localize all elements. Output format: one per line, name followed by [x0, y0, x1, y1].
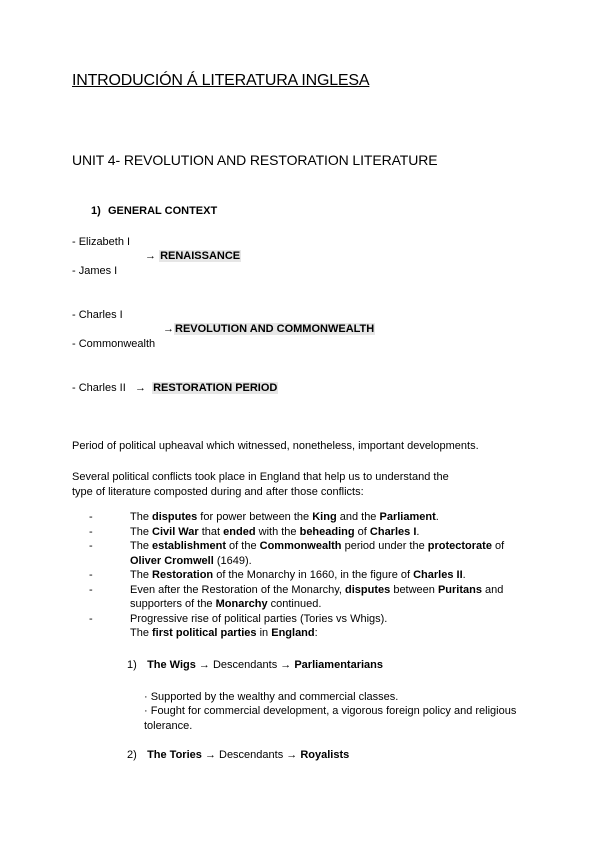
- party-name: The Wigs: [147, 659, 196, 671]
- list-item: - Even after the Restoration of the Monarchy, disputes between Puritans and supporters of the Monarchy continued.: [89, 583, 504, 610]
- list-item: - The Civil War that ended with the beheading of Charles I.: [89, 525, 420, 538]
- wigs-point: · Supported by the wealthy and commercial classes.: [144, 691, 399, 703]
- dash-marker: -: [89, 583, 93, 596]
- context-charles1: - Charles I: [72, 309, 123, 321]
- party-tories: 2) The Tories → Descendants → Royalists: [127, 749, 350, 761]
- arrow-icon: →: [145, 250, 156, 262]
- document-title: INTRODUCIÓN Á LITERATURA INGLESA: [72, 72, 370, 89]
- party-wigs: 1) The Wigs → Descendants → Parliamentarians: [127, 659, 383, 671]
- context-renaissance-row: [145, 250, 241, 262]
- section-number: 1): [91, 205, 101, 217]
- context-charles2: - Charles II: [72, 382, 126, 394]
- list-item: - The Restoration of the Monarchy in 1660, in the figure of Charles II.: [89, 569, 466, 581]
- revolution-label: REVOLUTION AND COMMONWEALTH: [175, 323, 375, 335]
- list-item: - The establishment of the Commonwealth period under the protectorate of Oliver Cromwell (1649).: [89, 540, 505, 567]
- context-commonwealth: - Commonwealth: [72, 338, 156, 350]
- context-revolution-row: [163, 323, 375, 335]
- party-number: 1): [127, 659, 137, 671]
- arrow-icon: →: [134, 382, 146, 394]
- paragraph-upheaval: Period of political upheaval which witnessed, nonetheless, important developments.: [72, 440, 479, 452]
- party-number: 2): [127, 749, 137, 761]
- dash-marker: -: [89, 612, 93, 625]
- context-james: - James I: [72, 265, 118, 277]
- wigs-point: · Fought for commercial development, a vigorous foreign policy and religious tolerance.: [144, 705, 517, 732]
- section-heading: [91, 205, 217, 217]
- arrow-icon: →: [163, 323, 174, 335]
- section-title: GENERAL CONTEXT: [108, 205, 218, 217]
- arrow-icon: →: [204, 749, 216, 761]
- unit-heading: UNIT 4- REVOLUTION AND RESTORATION LITERATURE: [72, 152, 438, 168]
- renaissance-label: RENAISSANCE: [160, 250, 241, 262]
- context-charles2-row: [72, 382, 278, 394]
- arrow-icon: →: [280, 659, 292, 671]
- arrow-icon: →: [198, 659, 210, 671]
- list-item: - The disputes for power between the King and the Parliament.: [89, 511, 439, 523]
- party-name: The Tories: [147, 749, 202, 761]
- arrow-icon: →: [286, 749, 298, 761]
- context-elizabeth: - Elizabeth I: [72, 236, 131, 248]
- dash-marker: -: [89, 511, 93, 523]
- dash-marker: -: [89, 525, 93, 538]
- party-descendant: Royalists: [300, 749, 350, 761]
- dash-marker: -: [89, 540, 93, 552]
- paragraph-conflicts: Several political conflicts took place in England that help us to understand the type of literature composted during and after those conflicts:: [72, 471, 449, 498]
- dash-marker: -: [89, 569, 93, 581]
- list-item: - Progressive rise of political parties (Tories vs Whigs). The first political parties in England:: [89, 612, 388, 639]
- conflict-list: [72, 510, 532, 641]
- party-descendant: Parliamentarians: [294, 659, 383, 671]
- restoration-label: RESTORATION PERIOD: [153, 382, 278, 394]
